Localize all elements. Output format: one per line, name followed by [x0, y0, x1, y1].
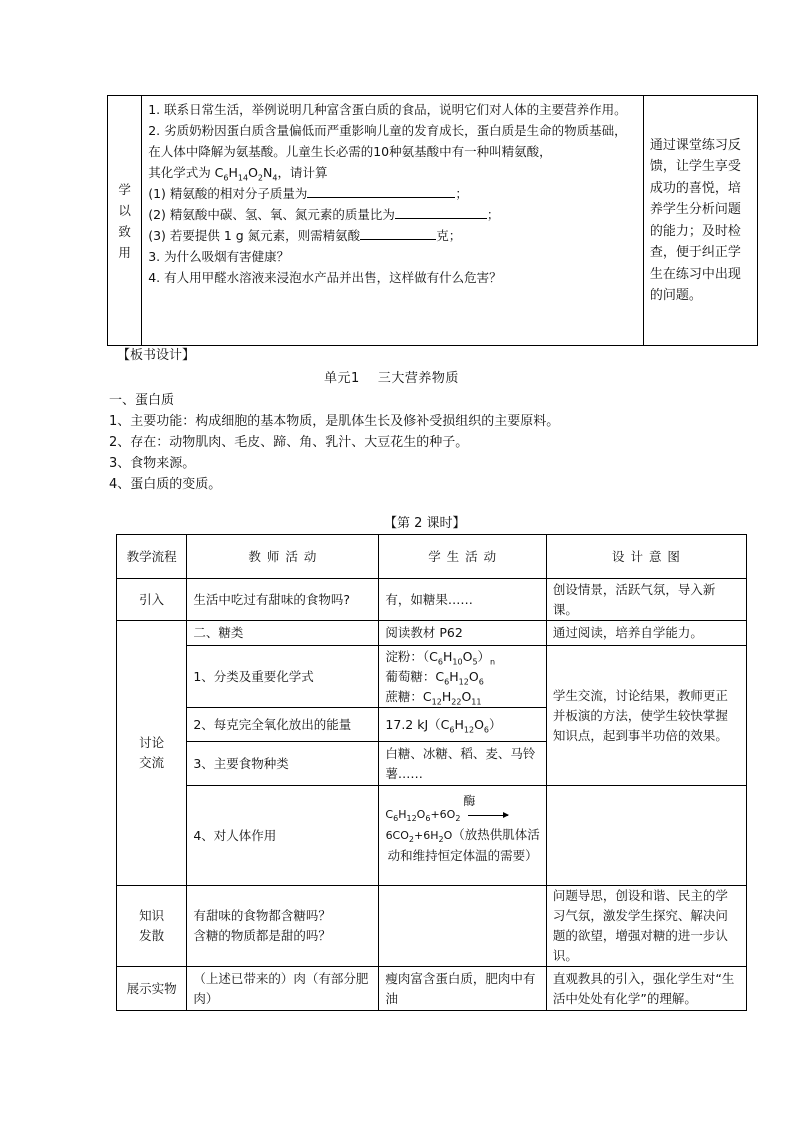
food-types-label: 3、主要食物种类 [187, 742, 379, 786]
question-2-sub-3: (3) 若要提供 1 g 氮元素，则需精氨酸 克； [148, 225, 637, 246]
header-teacher: 教 师 活 动 [187, 535, 379, 579]
header-intent: 设 计 意 图 [546, 535, 746, 579]
body-effect-label: 4、对人体作用 [187, 786, 379, 886]
board-heading: 【板书设计】 [117, 348, 196, 363]
energy-label: 2、每克完全氧化放出的能量 [187, 708, 379, 742]
header-student: 学 生 活 动 [379, 535, 547, 579]
read-textbook: 阅读教材 P62 [379, 621, 547, 646]
intro-student: 有，如糖果…… [379, 579, 547, 621]
board-item-3: 3、食物来源。 [109, 456, 196, 471]
question-2-sub-1: (1) 精氨酸的相对分子质量为 ； [148, 183, 637, 204]
knowledge-student [379, 886, 547, 967]
intro-teacher: 生活中吃过有甜味的食物吗? [187, 579, 379, 621]
table-row [117, 579, 747, 621]
flow-knowledge: 知识发散 [117, 886, 187, 967]
display-intent: 直观教具的引入，强化学生对“生活中处处有化学”的理解。 [546, 967, 746, 1011]
starch-formula: 淀粉：$(C_6H_{10}O_5)_n$ [385, 648, 496, 666]
flow-display: 展示实物 [117, 967, 187, 1011]
intro-intent: 创设情景，活跃气氛，导入新课。 [546, 579, 746, 621]
table-row [117, 786, 747, 886]
question-2-sub-2: (2) 精氨酸中碳、氢、氧、氮元素的质量比为 ； [148, 204, 637, 225]
table-row [117, 886, 747, 967]
knowledge-teacher: 有甜味的食物都含糖吗？ 含糖的物质都是甜的吗？ [187, 886, 379, 967]
classification-label: 1、分类及重要化学式 [187, 646, 379, 708]
arrow-icon [468, 815, 508, 816]
board-item-4: 4、蛋白质的变质。 [109, 477, 222, 492]
board-title: 单元1 三大营养物质 [324, 371, 459, 386]
read-intent: 通过阅读，培养自学能力。 [546, 621, 746, 646]
sugar-heading: 二、糖类 [187, 621, 379, 646]
practice-intent: 通过课堂练习反馈，让学生享受成功的喜悦，培养学生分析问题的能力；及时检查，便于纠正学生在练习中出现的问题。 [643, 96, 757, 346]
sugar-formulas [379, 646, 547, 708]
glucose-oxidation-equation: $C_6H_{12}O_6+6O_2$ 酶 $6CO_2+6H_2O$（放热供肌体活动和维持恒定体温的需要） [379, 786, 547, 886]
lesson2-table [116, 534, 747, 1011]
energy-value: 17.2 $kJ(C_6H_{12}O_6)$ [379, 708, 547, 742]
glucose-formula: 葡萄糖：$C_6H_{12}O_6$ [385, 668, 484, 686]
practice-table [107, 95, 758, 346]
board-section: 一、蛋白质 [109, 393, 175, 408]
question-1: 1. 联系日常生活，举例说明几种富含蛋白质的食品，说明它们对人体的主要营养作用。 [148, 102, 627, 117]
flow-discuss: 讨论交流 [117, 621, 187, 886]
board-item-2: 2、存在：动物肌肉、毛皮、蹄、角、乳汁、大豆花生的种子。 [109, 435, 469, 450]
board-item-1: 1、主要功能：构成细胞的基本物质，是肌体生长及修补受损组织的主要原料。 [109, 414, 560, 429]
table-row [117, 646, 747, 708]
question-2: 2. 劣质奶粉因蛋白质含量偏低而严重影响儿童的发育成长，蛋白质是生命的物质基础，在人体中降解为氨基酸。儿童生长必需的10种氨基酸中有一种叫精氨酸， [148, 123, 627, 159]
question-2-formula: 其化学式为 $C_6H_{14}O_2N_4$，请计算 [148, 165, 328, 183]
display-teacher: （上述已带来的）肉（有部分肥肉） [187, 967, 379, 1011]
table-row [117, 621, 747, 646]
discuss-intent: 学生交流，讨论结果，教师更正并板演的方法，使学生较快掌握知识点，起到事半功倍的效果。 [546, 646, 746, 786]
sucrose-formula: 蔗糖：$C_{12}H_{22}O_{11}$ [385, 688, 482, 706]
question-4: 4. 有人用甲醛水溶液来浸泡水产品并出售，这样做有什么危害？ [148, 270, 502, 285]
food-types: 白糖、冰糖、稻、麦、马铃薯…… [379, 742, 547, 786]
table-row [117, 967, 747, 1011]
header-flow: 教学流程 [117, 535, 187, 579]
lesson2-heading: 【第 2 课时】 [384, 516, 466, 531]
knowledge-intent: 问题导思，创设和谐、民主的学习气氛，激发学生探究、解决问题的欲望，增强对糖的进一步认识。 [546, 886, 746, 967]
enzyme-label: 酶 [463, 794, 476, 808]
table-header-row [117, 535, 747, 579]
body-effect-intent [546, 786, 746, 886]
flow-intro: 引入 [117, 579, 187, 621]
question-3: 3. 为什么吸烟有害健康？ [148, 249, 290, 264]
display-student: 瘦肉富含蛋白质，肥肉中有油 [379, 967, 547, 1011]
practice-questions [142, 96, 644, 346]
practice-side-label: 学 以 致 用 [108, 96, 142, 346]
